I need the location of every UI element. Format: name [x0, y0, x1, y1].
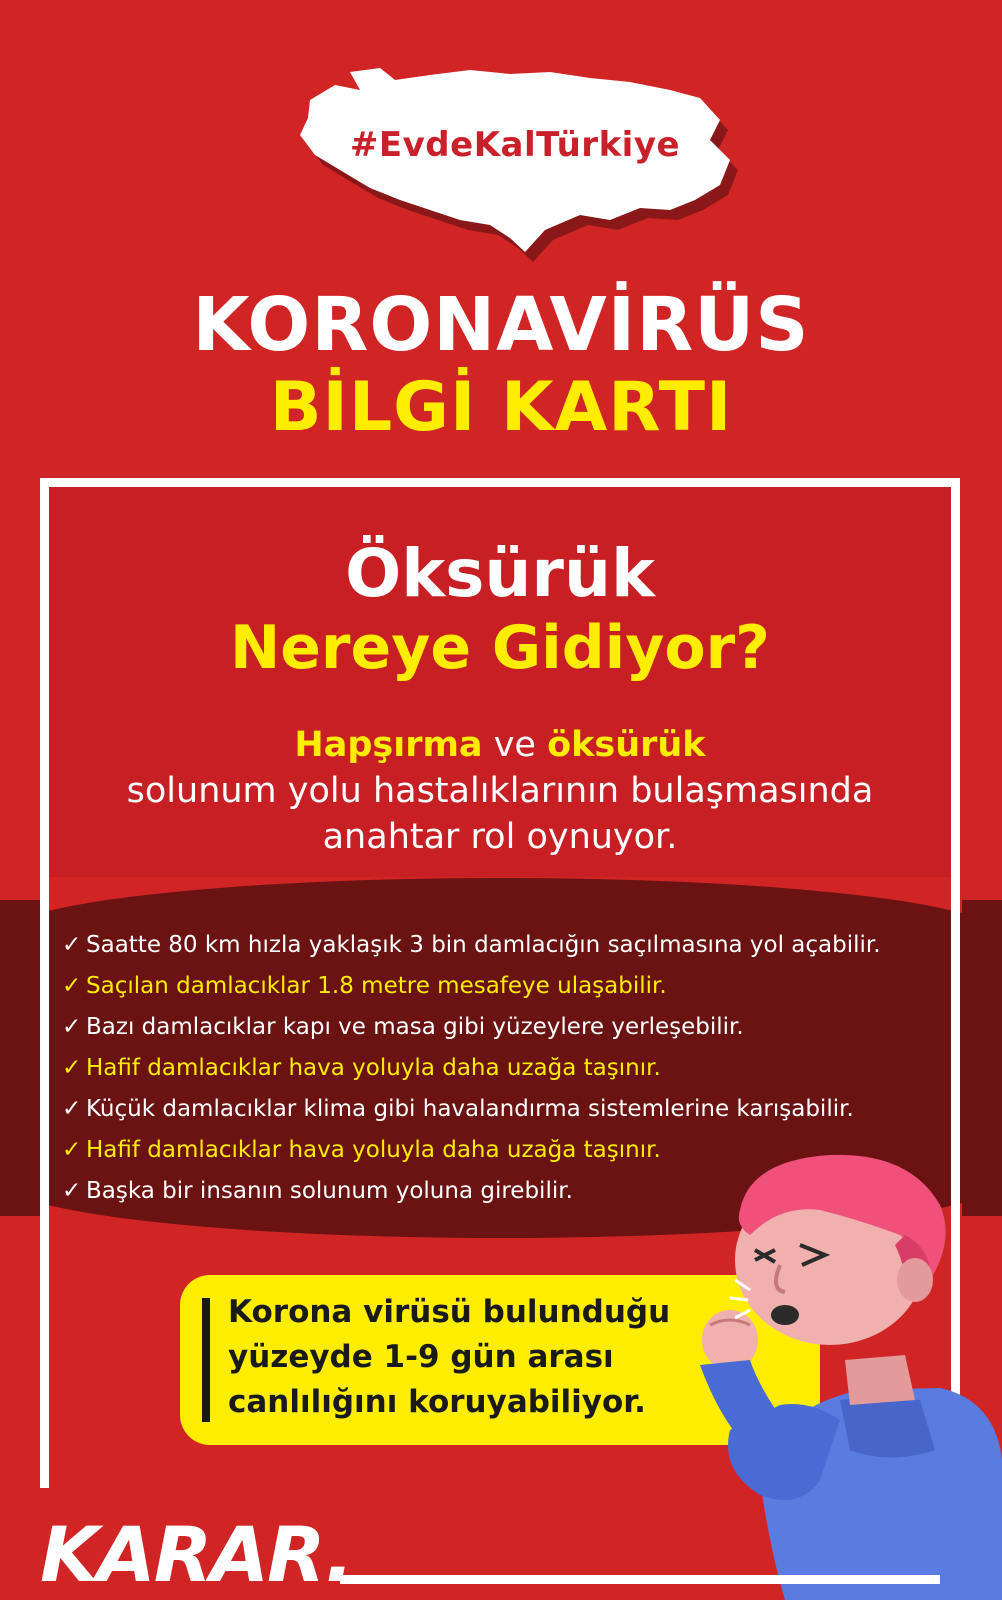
coughing-person-icon — [690, 1150, 1002, 1600]
description-line-3: anahtar rol oynuyor. — [322, 817, 678, 857]
frame-top-border — [40, 478, 960, 487]
list-item: ✓ Hafif damlacıklar hava yoluyla daha uzağa taşınır. — [62, 1048, 962, 1089]
question-subtitle: Nereye Gidiyor? — [230, 613, 770, 683]
check-icon: ✓ — [62, 1137, 82, 1163]
note-line: canlılığını koruyabiliyor. — [228, 1384, 646, 1420]
description — [49, 722, 951, 860]
description-line-2: solunum yolu hastalıklarının bulaşmasında — [126, 771, 874, 811]
karar-logo: KARAR. — [40, 1510, 352, 1599]
check-icon: ✓ — [62, 1178, 82, 1204]
list-item: ✓ Başka bir insanın solunum yoluna girebilir. — [62, 1171, 962, 1212]
list-item: ✓ Küçük damlacıklar klima gibi havalandırma sistemlerine karışabilir. — [62, 1089, 962, 1130]
highlight-word: öksürük — [547, 725, 706, 765]
description-line-1 — [49, 722, 951, 768]
check-icon: ✓ — [62, 1014, 82, 1040]
list-item: ✓ Saatte 80 km hızla yaklaşık 3 bin damlacığın saçılmasına yol açabilir. — [62, 925, 962, 966]
question-title: Öksürük — [345, 535, 655, 612]
list-item: ✓ Hafif damlacıklar hava yoluyla daha uzağa taşınır. — [62, 1130, 962, 1171]
frame-bottom-border — [340, 1575, 940, 1584]
list-item: ✓ Bazı damlacıklar kapı ve masa gibi yüzeylere yerleşebilir. — [62, 1007, 962, 1048]
note-line: yüzeyde 1-9 gün arası — [228, 1339, 614, 1375]
main-subtitle: BİLGİ KARTI — [269, 368, 733, 447]
check-icon: ✓ — [62, 932, 82, 958]
check-icon: ✓ — [62, 1096, 82, 1122]
info-note-text — [228, 1290, 698, 1425]
hashtag: #EvdeKalTürkiye — [349, 125, 681, 165]
description-connector: ve — [482, 725, 548, 765]
note-accent-bar — [202, 1298, 210, 1422]
main-title: KORONAVİRÜS — [192, 282, 810, 368]
check-icon: ✓ — [62, 973, 82, 999]
highlight-word: Hapşırma — [294, 725, 483, 765]
frame-left-border — [40, 478, 49, 1488]
check-icon: ✓ — [62, 1055, 82, 1081]
facts-band-edge — [0, 900, 40, 1216]
list-item: ✓ Saçılan damlacıklar 1.8 metre mesafeye ulaşabilir. — [62, 966, 962, 1007]
note-line: Korona virüsü bulunduğu — [228, 1294, 671, 1330]
